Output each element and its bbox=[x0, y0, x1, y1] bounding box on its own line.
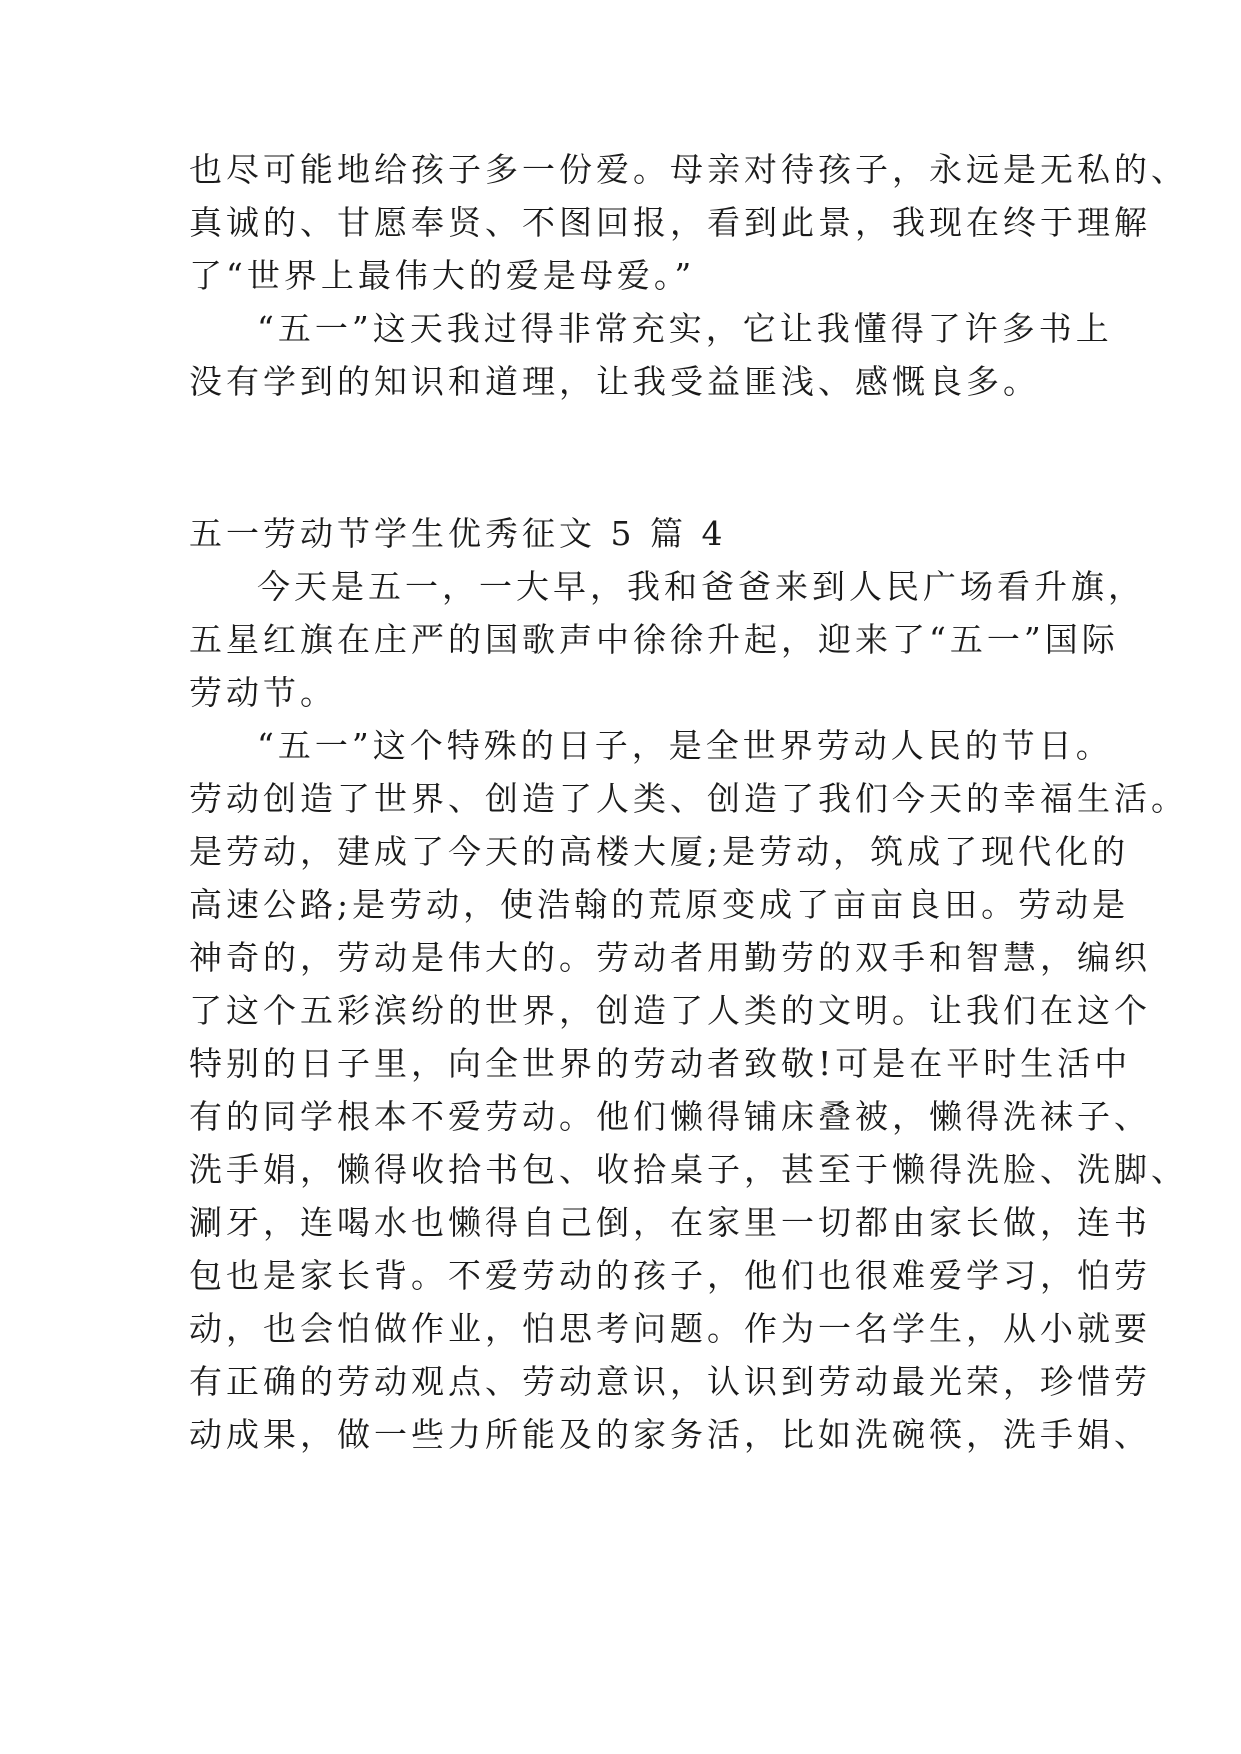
paragraph-line: 动成果，做一些力所能及的家务活，比如洗碗筷，洗手娟、 bbox=[189, 1415, 1151, 1454]
paragraph-line: 劳动节。 bbox=[189, 673, 337, 712]
paragraph-line: 劳动创造了世界、创造了人类、创造了我们今天的幸福生活。 bbox=[189, 779, 1188, 818]
paragraph-line: 是劳动，建成了今天的高楼大厦;是劳动，筑成了现代化的 bbox=[189, 832, 1130, 871]
paragraph-line: 五星红旗在庄严的国歌声中徐徐升起，迎来了“五一”国际 bbox=[189, 620, 1119, 659]
paragraph-line: 也尽可能地给孩子多一份爱。母亲对待孩子，永远是无私的、 bbox=[189, 150, 1188, 189]
paragraph-line: 了“世界上最伟大的爱是母爱。” bbox=[189, 256, 696, 295]
paragraph-line: 有的同学根本不爱劳动。他们懒得铺床叠被，懒得洗袜子、 bbox=[189, 1097, 1151, 1136]
paragraph-line: 特别的日子里，向全世界的劳动者致敬!可是在平时生活中 bbox=[189, 1044, 1132, 1083]
paragraph-line: 高速公路;是劳动，使浩翰的荒原变成了亩亩良田。劳动是 bbox=[189, 885, 1130, 924]
paragraph-line: 洗手娟，懒得收拾书包、收拾桌子，甚至于懒得洗脸、洗脚、 bbox=[189, 1150, 1188, 1189]
paragraph-line: “五一”这天我过得非常充实，它让我懂得了许多书上 bbox=[257, 309, 1113, 348]
paragraph-line: 今天是五一，一大早，我和爸爸来到人民广场看升旗， bbox=[257, 567, 1145, 606]
paragraph-line: 了这个五彩滨纷的世界，创造了人类的文明。让我们在这个 bbox=[189, 991, 1151, 1030]
paragraph-line: 真诚的、甘愿奉贤、不图回报，看到此景，我现在终于理解 bbox=[189, 203, 1151, 242]
paragraph-line: 包也是家长背。不爱劳动的孩子，他们也很难爱学习，怕劳 bbox=[189, 1256, 1151, 1295]
paragraph-line: 涮牙，连喝水也懒得自己倒，在家里一切都由家长做，连书 bbox=[189, 1203, 1151, 1242]
paragraph-line: 动，也会怕做作业，怕思考问题。作为一名学生，从小就要 bbox=[189, 1309, 1151, 1348]
paragraph-line: 有正确的劳动观点、劳动意识，认识到劳动最光荣，珍惜劳 bbox=[189, 1362, 1151, 1401]
paragraph-line: “五一”这个特殊的日子，是全世界劳动人民的节日。 bbox=[257, 726, 1113, 765]
section-title: 五一劳动节学生优秀征文 5 篇 4 bbox=[189, 514, 727, 553]
paragraph-line: 没有学到的知识和道理，让我受益匪浅、感慨良多。 bbox=[189, 362, 1040, 401]
paragraph-line: 神奇的，劳动是伟大的。劳动者用勤劳的双手和智慧，编织 bbox=[189, 938, 1151, 977]
